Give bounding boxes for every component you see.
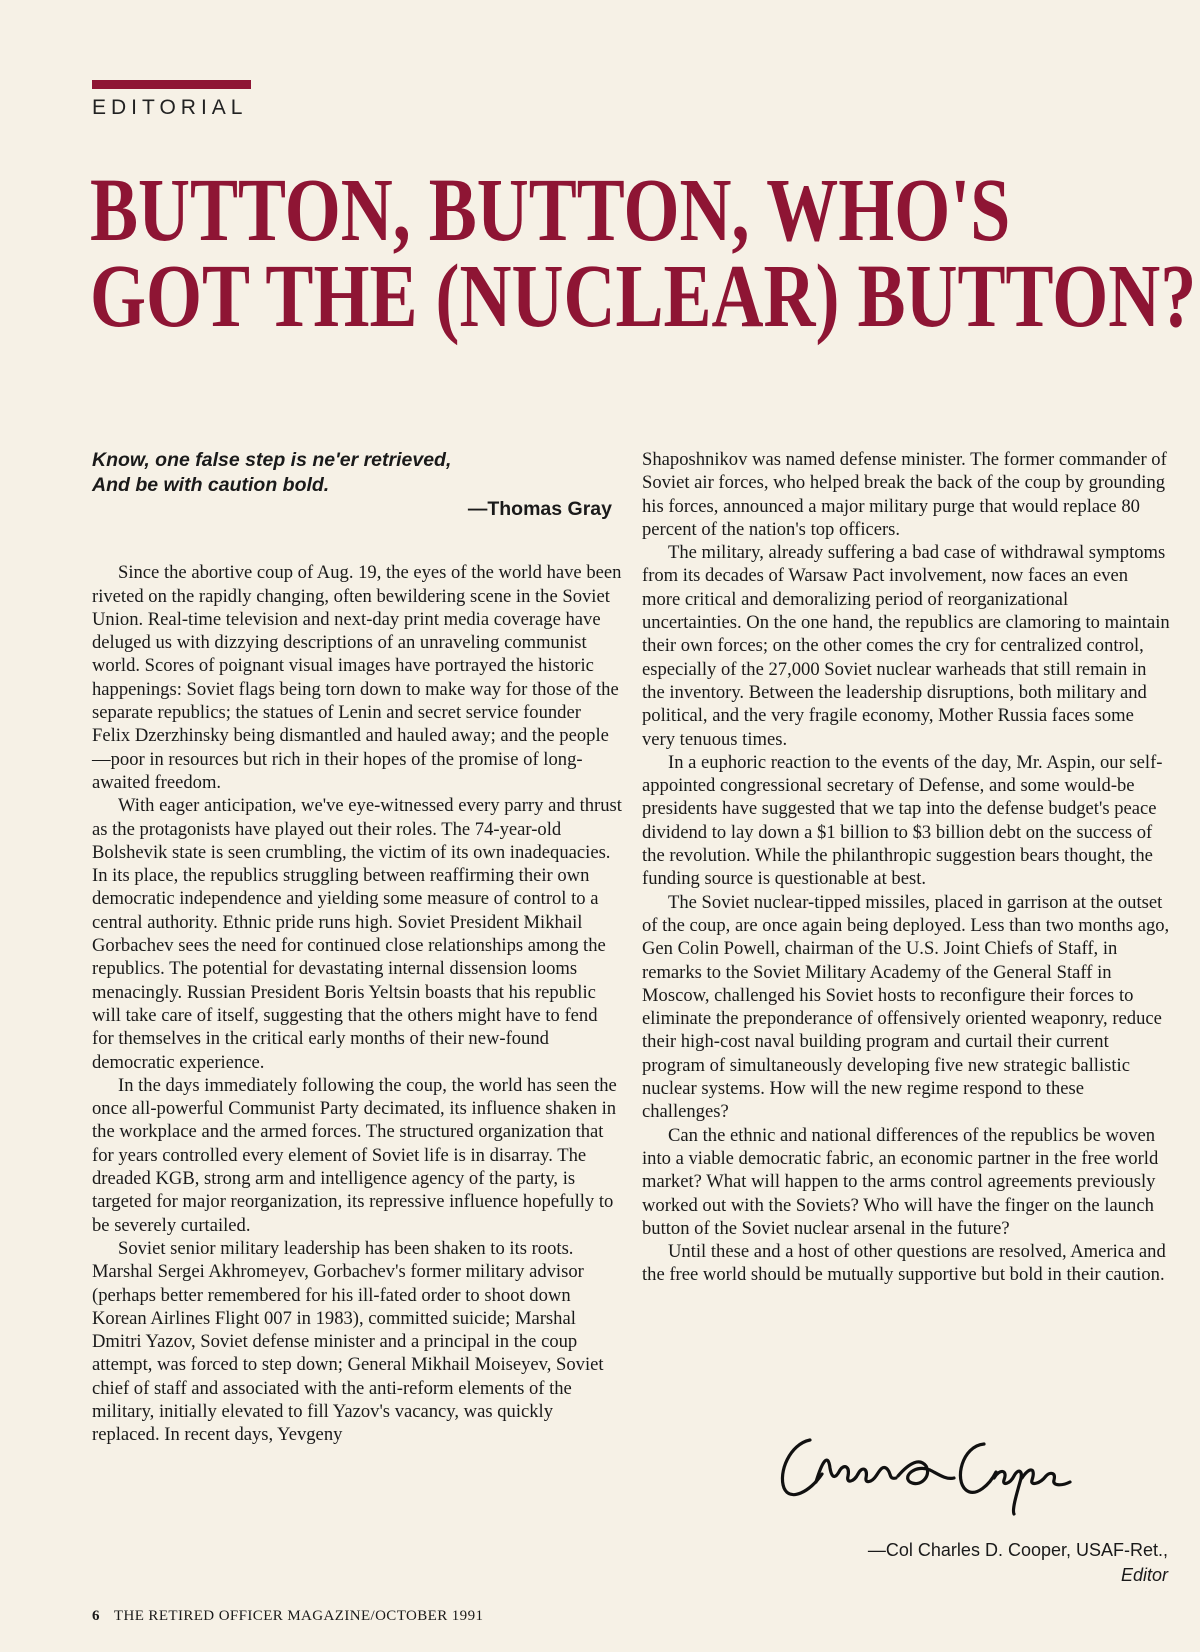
paragraph: In a euphoric reaction to the events of the day, Mr. Aspin, our self-appointed congressional secretary of Defense, and some would-be presidents have suggested that we tap into the defense budget's peace dividend to lay down a $1 billion to $3 billion debt on the success of the revolution. While the philanthropic suggestion bears thought, the funding source is questionable at best. xyxy=(642,751,1163,890)
epigraph-line-1: Know, one false step is ne'er retrieved, xyxy=(92,449,452,471)
paragraph: Since the abortive coup of Aug. 19, the eyes of the world have been riveted on the rapidly changing, often bewildering scene in the Soviet Union. Real-time television and next-day print media coverage have deluged us with dizzying descriptions of an unraveling communist world. Scores of poignant visual images have portrayed the historic happenings: Soviet flags being torn down to make way for those of the separate republics; the statues of Lenin and secret service founder Felix Dzerzhinsky being dismantled and hauled away; and the people—poor in resources but rich in their hopes of the promise of long-awaited freedom. xyxy=(92,562,622,793)
paragraph: With eager anticipation, we've eye-witnessed every parry and thrust as the protagonists have played out their roles. The 74-year-old Bolshevik state is seen crumbling, the victim of its own inadequacies. In its place, the republics struggling between reaffirming their own democratic independence and yielding some measure of control to a central authority. Ethnic pride runs high. Soviet President Mikhail Gorbachev sees the need for continued close relationships among the republics. The potential for devastating internal dissension looms menacingly. Russian President Boris Yeltsin boasts that his republic will take care of itself, suggesting that the others might have to fend for themselves in the critical early months of their new-found democratic experience. xyxy=(92,795,622,1073)
section-label: EDITORIAL xyxy=(92,96,248,119)
epigraph-line-2: And be with caution bold. xyxy=(92,474,330,496)
signature-block xyxy=(868,1538,1168,1588)
paragraph: Until these and a host of other questions are resolved, America and the free world should be mutually supportive but bold in their caution. xyxy=(642,1241,1166,1286)
right-column xyxy=(642,448,1170,1287)
paragraph: The Soviet nuclear-tipped missiles, placed in garrison at the outset of the coup, are once again being deployed. Less than two months ago, Gen Colin Powell, chairman of the U.S. Joint Chiefs of Staff, in remarks to the Soviet Military Academy of the General Staff in Moscow, challenged his Soviet hosts to reconfigure their forces to eliminate the preponderance of offensively oriented weaponry, reduce their high-cost naval building program and curtail their current program of simultaneously developing five new strategic ballistic nuclear systems. How will the new regime respond to these challenges? xyxy=(642,891,1170,1123)
paragraph: Soviet senior military leadership has been shaken to its roots. Marshal Sergei Akhromeyev, Gorbachev's former military advisor (perhaps better remembered for his ill-fated order to shoot down Korean Airlines Flight 007 in 1983), committed suicide; Marshal Dmitri Yazov, Soviet defense minister and a principal in the coup attempt, was forced to step down; General Mikhail Moiseyev, Soviet chief of staff and associated with the anti-reform elements of the military, initially elevated to fill Yazov's vacancy, was quickly replaced. In recent days, Yevgeny xyxy=(92,1237,604,1446)
left-body xyxy=(92,561,622,1446)
paragraph: Shaposhnikov was named defense minister. The former commander of Soviet air forces, who helped break the back of the coup by grounding his forces, announced a major military purge that would replace 80 percent of the nation's top officers. xyxy=(642,449,1167,540)
page-footer xyxy=(92,1608,483,1625)
epigraph-attribution: —Thomas Gray xyxy=(467,498,612,520)
paragraph: In the days immediately following the coup, the world has seen the once all-powerful Communist Party decimated, its influence shaken in the workplace and the armed forces. The structured organization that for years controlled every element of Soviet life is in disarray. The dreaded KGB, strong arm and intelligence agency of the party, is targeted for major reorganization, its repressive influence hopefully to be severely curtailed. xyxy=(92,1074,617,1236)
left-column xyxy=(92,448,622,1447)
headline-line-1: BUTTON, BUTTON, WHO'S xyxy=(90,161,1011,260)
signature-name: —Col Charles D. Cooper, USAF-Ret., xyxy=(867,1540,1168,1560)
handwritten-signature xyxy=(770,1422,1080,1522)
headline-line-2: GOT THE (NUCLEAR) BUTTON? xyxy=(90,247,1197,346)
section-rule xyxy=(92,80,251,89)
headline xyxy=(90,161,1197,346)
page-number: 6 xyxy=(92,1608,100,1624)
publication-name: THE RETIRED OFFICER MAGAZINE/OCTOBER 1991 xyxy=(113,1608,484,1624)
paragraph: Can the ethnic and national differences of the republics be woven into a viable democratic fabric, an economic partner in the free world market? What will happen to the arms control agreements previously worked out with the Soviets? Who will have the finger on the launch button of the Soviet nuclear arsenal in the future? xyxy=(642,1124,1159,1239)
paragraph: The military, already suffering a bad case of withdrawal symptoms from its decades of Warsaw Pact involvement, now faces an even more critical and demoralizing period of reorganizational uncertainties. On the one hand, the republics are clamoring to maintain their own forces; on the other comes the cry for centralized control, especially of the 27,000 Soviet nuclear warheads that still remain in the inventory. Between the leadership disruptions, both military and political, and the very fragile economy, Mother Russia faces some very tenuous times. xyxy=(642,542,1170,750)
signature-title: Editor xyxy=(1120,1565,1168,1585)
